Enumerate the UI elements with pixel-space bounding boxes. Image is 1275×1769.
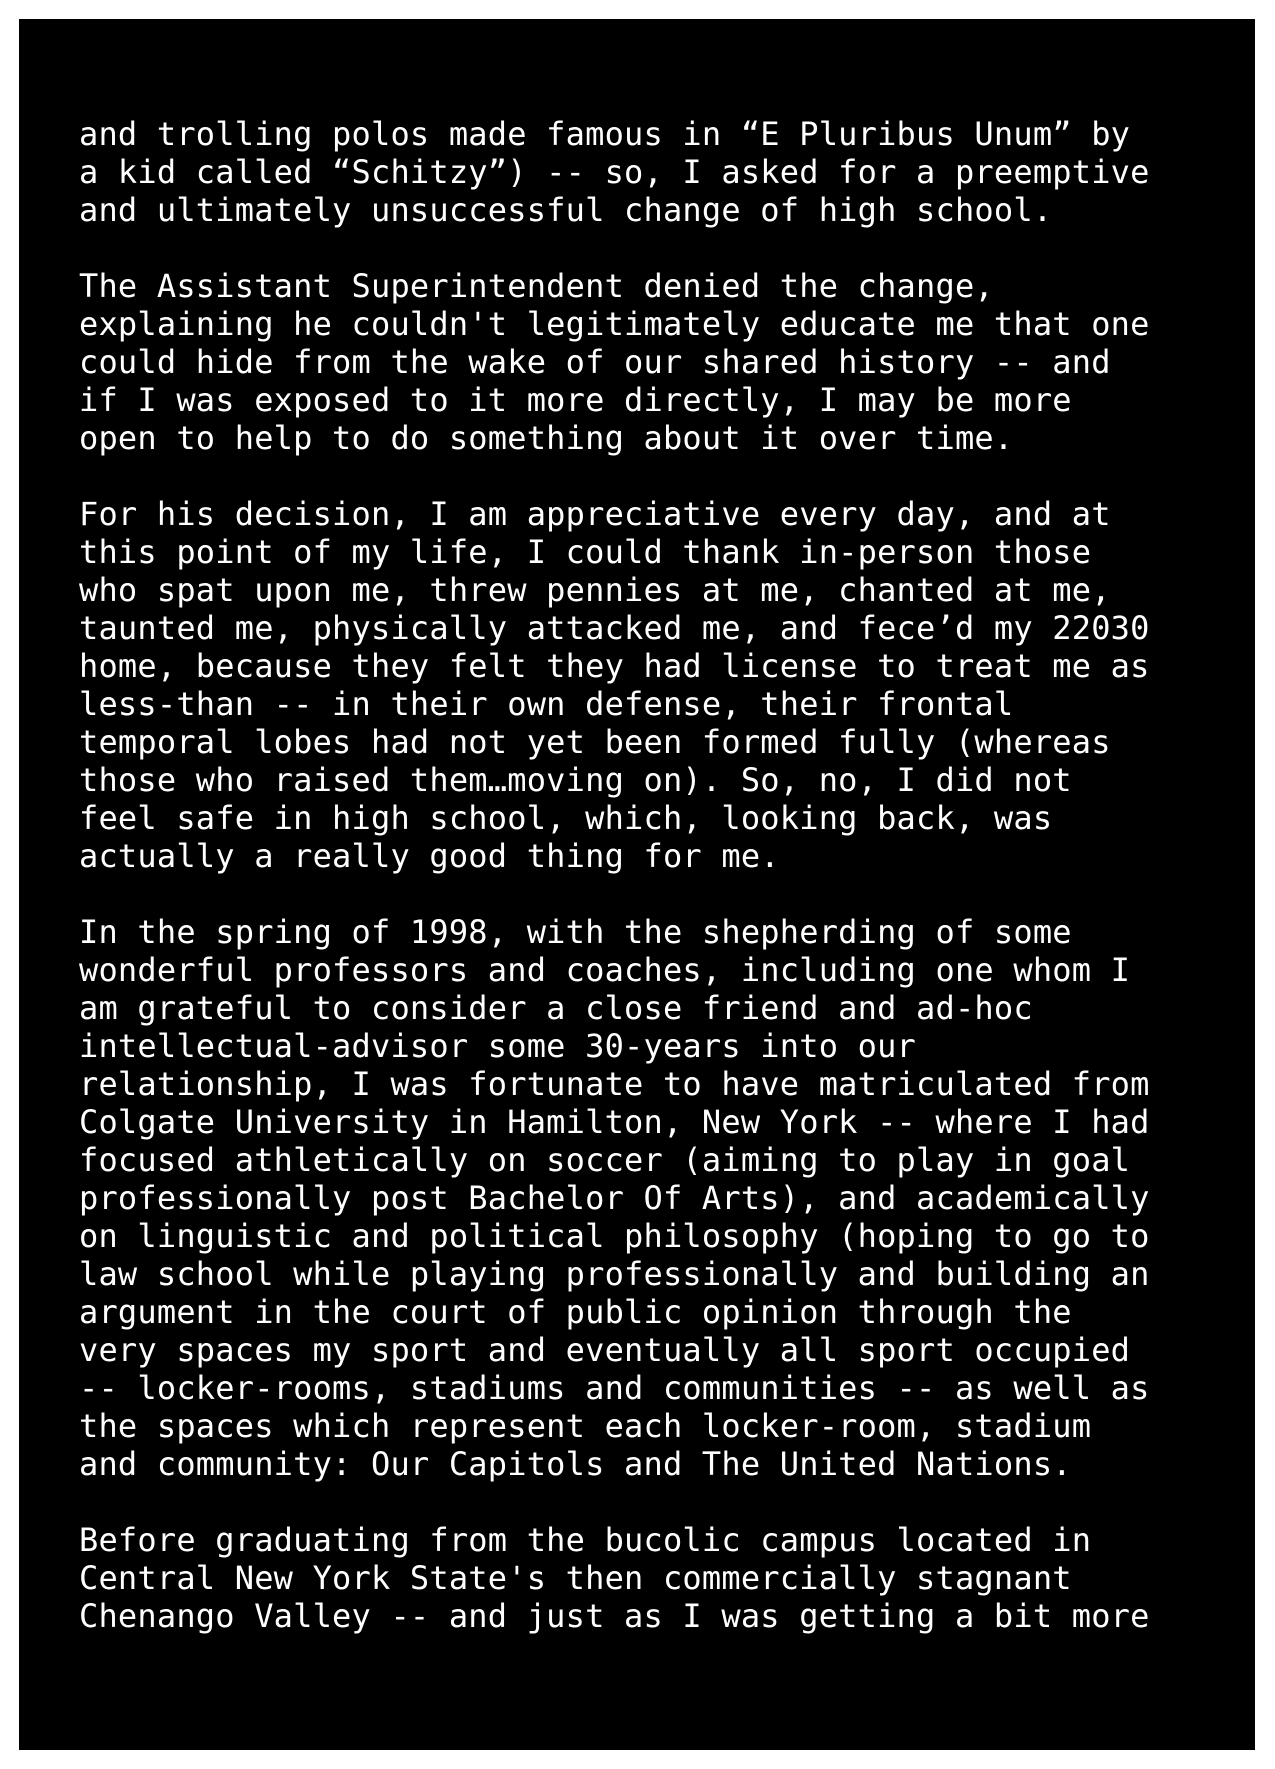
text-line: For his decision, I am appreciative every day, and at: [79, 495, 1111, 533]
text-line: home, because they felt they had license to treat me as: [79, 647, 1150, 685]
text-line: temporal lobes had not yet been formed fully (whereas: [79, 723, 1111, 761]
text-line: and ultimately unsuccessful change of high school.: [79, 191, 1053, 229]
text-line: law school while playing professionally and building an: [79, 1255, 1150, 1293]
text-line: Chenango Valley -- and just as I was getting a bit more: [79, 1597, 1150, 1635]
text-line: wonderful professors and coaches, including one whom I: [79, 951, 1131, 989]
text-line: feel safe in high school, which, looking back, was: [79, 799, 1053, 837]
text-line: could hide from the wake of our shared history -- and: [79, 343, 1111, 381]
text-line: explaining he couldn't legitimately educate me that one: [79, 305, 1150, 343]
text-line: intellectual-advisor some 30-years into our: [79, 1027, 917, 1065]
text-line: the spaces which represent each locker-room, stadium: [79, 1407, 1092, 1445]
text-line: on linguistic and political philosophy (hoping to go to: [79, 1217, 1150, 1255]
text-line: -- locker-rooms, stadiums and communities -- as well as: [79, 1369, 1150, 1407]
text-line: argument in the court of public opinion through the: [79, 1293, 1072, 1331]
text-line: The Assistant Superintendent denied the change,: [79, 267, 994, 305]
text-line: relationship, I was fortunate to have matriculated from: [79, 1065, 1150, 1103]
paragraph-5: [79, 1521, 1209, 1635]
document-page: [19, 19, 1255, 1750]
paragraph-4: [79, 913, 1209, 1483]
paragraph-1: [79, 115, 1209, 229]
text-line: professionally post Bachelor Of Arts), and academically: [79, 1179, 1150, 1217]
text-line: focused athletically on soccer (aiming to play in goal: [79, 1141, 1131, 1179]
text-line: and trolling polos made famous in “E Pluribus Unum” by: [79, 115, 1131, 153]
text-line: Colgate University in Hamilton, New York -- where I had: [79, 1103, 1150, 1141]
text-line: and community: Our Capitols and The United Nations.: [79, 1445, 1072, 1483]
text-line: Before graduating from the bucolic campus located in: [79, 1521, 1092, 1559]
text-line: open to help to do something about it over time.: [79, 419, 1014, 457]
text-line: those who raised them…moving on). So, no, I did not: [79, 761, 1072, 799]
text-line: this point of my life, I could thank in-person those: [79, 533, 1092, 571]
text-line: if I was exposed to it more directly, I may be more: [79, 381, 1072, 419]
text-line: Central New York State's then commercially stagnant: [79, 1559, 1072, 1597]
text-line: am grateful to consider a close friend and ad-hoc: [79, 989, 1033, 1027]
text-line: In the spring of 1998, with the shepherding of some: [79, 913, 1072, 951]
text-line: less-than -- in their own defense, their frontal: [79, 685, 1014, 723]
text-line: taunted me, physically attacked me, and fece’d my 22030: [79, 609, 1150, 647]
text-line: actually a really good thing for me.: [79, 837, 780, 875]
text-line: very spaces my sport and eventually all sport occupied: [79, 1331, 1131, 1369]
text-line: a kid called “Schitzy”) -- so, I asked for a preemptive: [79, 153, 1150, 191]
document-body: [79, 115, 1209, 1673]
text-line: who spat upon me, threw pennies at me, chanted at me,: [79, 571, 1111, 609]
paragraph-3: [79, 495, 1209, 875]
paragraph-2: [79, 267, 1209, 457]
